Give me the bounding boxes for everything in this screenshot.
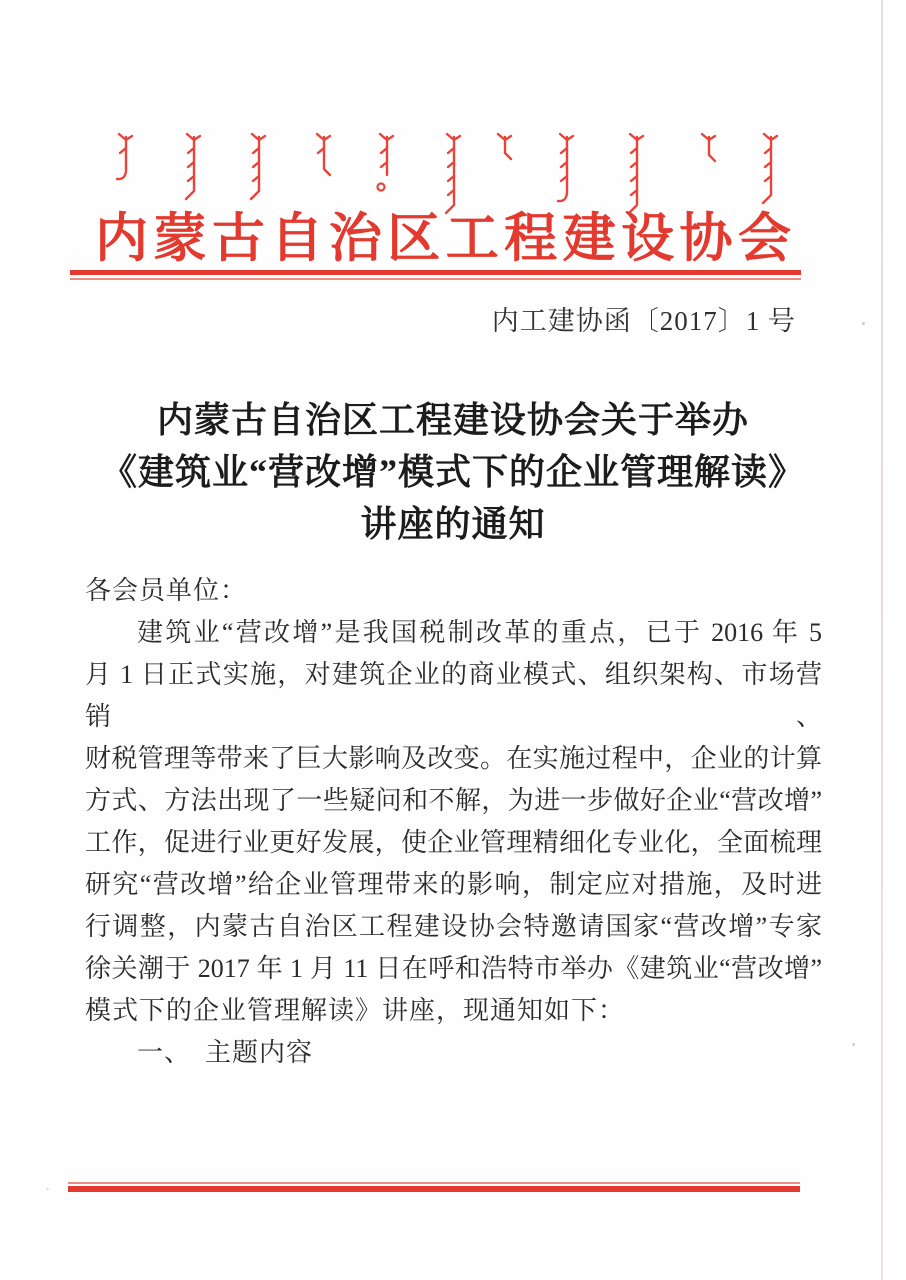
body-line: 方式、方法出现了一些疑问和不解，为进一步做好企业“营改增” [85,786,822,815]
org-name-char: 会 [737,210,791,268]
org-name-char: 内 [95,210,148,268]
header-rule [70,270,801,280]
body-line: 月 1 日正式实施，对建筑企业的商业模式、组织架构、市场营销、 [85,660,822,731]
body-line: 建筑业“营改增”是我国税制改革的重点，已于 2016 年 5 [137,618,822,647]
notice-title-line3: 讲座的通知 [360,504,546,544]
footer-rule-thick [68,1186,800,1192]
body-line: 徐关潮于 2017 年 1 月 11 日在呼和浩特市举办《建筑业“营改增” [85,954,822,983]
footer-rule [68,1182,800,1192]
org-name-char: 设 [621,210,675,268]
org-name-char: 治 [328,210,382,268]
scan-speck [862,322,865,325]
scan-artifact-line [881,0,883,1280]
org-name-char: 协 [679,210,733,268]
org-name-char: 建 [562,210,616,268]
org-name-char: 蒙 [153,210,207,268]
footer-rule-thin [68,1182,800,1184]
notice-title-line1: 内蒙古自治区工程建设协会关于举办 [156,400,749,440]
body-line: 一、 主题内容 [137,1038,314,1067]
notice-title [50,394,856,550]
body-line: 模式下的企业管理解读》讲座，现通知如下： [85,996,626,1025]
body-line: 财税管理等带来了巨大影响及改变。在实施过程中，企业的计算 [85,744,822,773]
org-name [95,207,791,269]
org-name-char: 程 [504,210,558,268]
body-line: 研究“营改增”给企业管理带来的影响，制定应对措施，及时进 [85,870,822,899]
body-line: 各会员单位： [85,576,248,605]
scan-speck [852,1043,855,1046]
body-line: 工作，促进行业更好发展，使企业管理精细化专业化，全面梳理 [85,828,822,857]
header-rule-thin [70,278,801,280]
org-name-char: 工 [445,210,499,268]
org-name-char: 自 [270,210,324,268]
notice-title-line2: 《建筑业“营改增”模式下的企业管理解读》 [100,452,805,492]
body-line: 行调整，内蒙古自治区工程建设协会特邀请国家“营改增”专家 [85,912,822,941]
header-rule-thick [70,270,801,275]
scan-speck [46,1188,49,1190]
org-name-char: 古 [211,210,265,268]
body-lines [85,570,822,1074]
org-name-char: 区 [387,210,441,268]
doc-number: 内工建协函〔2017〕1 号 [491,306,796,336]
